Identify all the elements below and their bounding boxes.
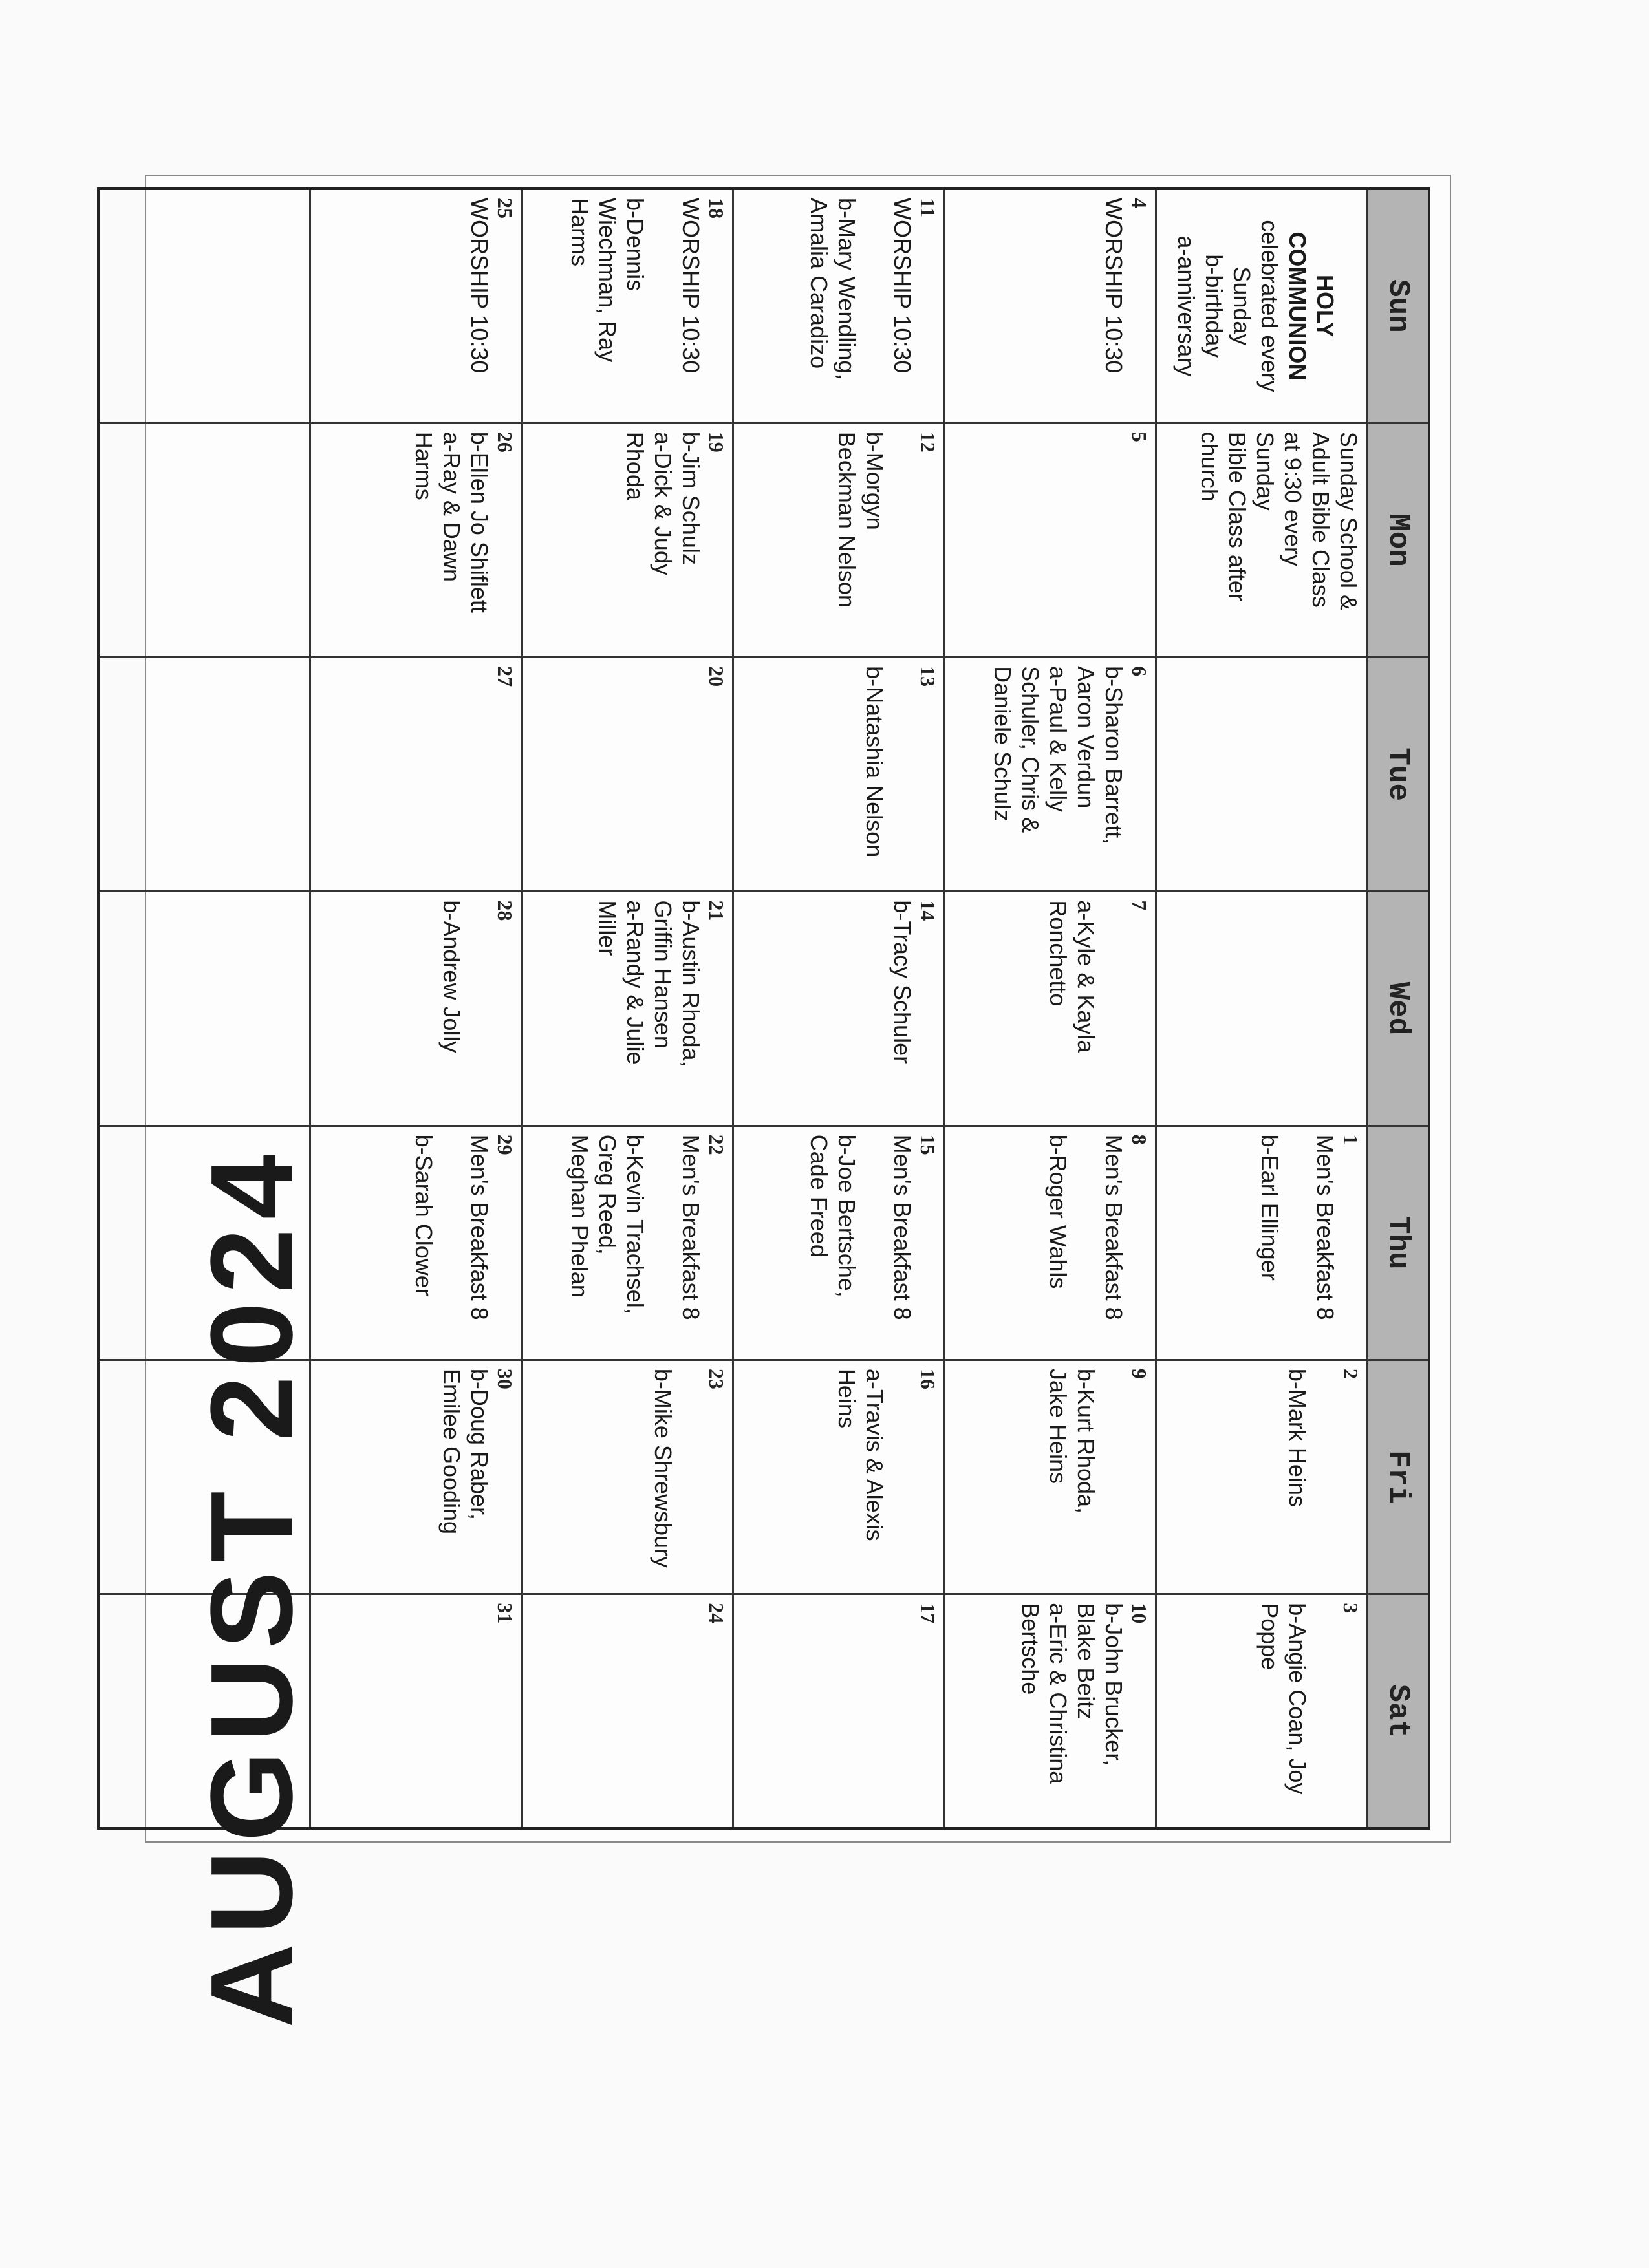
- day-cell: [1156, 423, 1368, 657]
- day-cell: [310, 892, 522, 1126]
- legend-note: celebrated every Sunday b-birthday a-anniversary: [1173, 220, 1283, 392]
- day-number: 28: [493, 900, 517, 921]
- day-number: 24: [705, 1603, 728, 1624]
- day-events: WORSHIP 10:30: [466, 198, 493, 374]
- day-cell: [733, 423, 945, 657]
- day-events: Men's Breakfast 8 b-Roger Wahls: [1045, 1134, 1127, 1320]
- day-cell: [733, 1360, 945, 1594]
- day-events: b-Mike Shrewsbury: [650, 1368, 676, 1568]
- day-events: a-Kyle & Kayla Ronchetto: [1045, 900, 1099, 1053]
- day-cell: [522, 1594, 733, 1828]
- day-cell: [98, 189, 310, 423]
- day-cell: [98, 423, 310, 657]
- day-cell: [733, 658, 945, 892]
- day-header-row: [1368, 189, 1430, 1828]
- day-number: 20: [705, 666, 728, 687]
- day-number: 8: [1128, 1134, 1151, 1145]
- calendar-sheet: [145, 175, 1451, 2028]
- day-events: b-Doug Raber, Emilee Gooding: [438, 1368, 493, 1535]
- day-events: WORSHIP 10:30 b-Dennis Wiechman, Ray Harms: [566, 198, 704, 374]
- day-number: 23: [705, 1368, 728, 1389]
- day-cell: [310, 658, 522, 892]
- day-events: b-Ellen Jo Shiflett a-Ray & Dawn Harms: [411, 431, 493, 613]
- day-cell: [1156, 189, 1368, 423]
- day-cell: [310, 1360, 522, 1594]
- day-events: Men's Breakfast 8 b-Sarah Clower: [411, 1134, 493, 1320]
- day-events: WORSHIP 10:30 b-Mary Wendling, Amalia Caradizo: [806, 198, 916, 380]
- day-cell: [733, 892, 945, 1126]
- day-cell: [945, 1126, 1156, 1360]
- day-header-thu: Thu: [1368, 1126, 1430, 1360]
- day-number: 14: [916, 900, 940, 921]
- day-number: 21: [705, 900, 728, 921]
- day-cell: [945, 189, 1156, 423]
- day-events: b-Natashia Nelson: [861, 666, 888, 858]
- day-number: 29: [493, 1134, 517, 1155]
- day-number: 16: [916, 1368, 940, 1389]
- week-row: [1156, 189, 1368, 1828]
- day-number: 22: [705, 1134, 728, 1155]
- day-cell: [522, 658, 733, 892]
- day-events: b-John Brucker, Blake Beitz a-Eric & Christina Bertsche: [1017, 1603, 1127, 1784]
- day-events: WORSHIP 10:30: [1101, 198, 1127, 374]
- day-number: 11: [916, 198, 940, 218]
- day-cell: [945, 658, 1156, 892]
- month-title: AUGUST 2024: [187, 1146, 317, 2028]
- day-cell: [310, 423, 522, 657]
- day-number: 6: [1128, 666, 1151, 677]
- day-number: 12: [916, 431, 940, 453]
- day-number: 4: [1128, 198, 1151, 208]
- day-number: 30: [493, 1368, 517, 1389]
- day-cell: [522, 189, 733, 423]
- day-events: a-Travis & Alexis Heins: [834, 1368, 888, 1541]
- day-events: b-Angie Coan, Joy Poppe: [1256, 1603, 1311, 1795]
- day-header-sun: Sun: [1368, 189, 1430, 423]
- week-row: [733, 189, 945, 1828]
- day-number: 7: [1128, 900, 1151, 911]
- holy-communion-heading: HOLY COMMUNION: [1284, 231, 1339, 381]
- day-number: 1: [1339, 1134, 1363, 1145]
- day-events: b-Tracy Schuler: [889, 900, 916, 1064]
- day-number: 27: [493, 666, 517, 687]
- day-header-fri: Fri: [1368, 1360, 1430, 1594]
- day-number: 3: [1339, 1603, 1363, 1614]
- week-row: [310, 189, 522, 1828]
- day-events: Men's Breakfast 8 b-Joe Bertsche, Cade Freed: [806, 1134, 916, 1320]
- day-number: 17: [916, 1603, 940, 1624]
- bible-class-note: Sunday School & Adult Bible Class at 9:30 every Sunday Bible Class after church: [1196, 431, 1362, 610]
- day-cell: [310, 1594, 522, 1828]
- day-events: b-Kurt Rhoda, Jake Heins: [1045, 1368, 1099, 1514]
- day-cell: [1156, 1360, 1368, 1594]
- day-header-mon: Mon: [1368, 423, 1430, 657]
- day-cell: [1156, 892, 1368, 1126]
- day-cell: [1156, 1594, 1368, 1828]
- day-cell: [522, 1360, 733, 1594]
- week-row: [945, 189, 1156, 1828]
- day-cell: [522, 423, 733, 657]
- day-events: b-Sharon Barrett, Aaron Verdun a-Paul & Kelly Schuler, Chris & Daniele Schulz: [989, 666, 1127, 845]
- day-events: b-Austin Rhoda, Griffin Hansen a-Randy & Julie Miller: [594, 900, 704, 1067]
- day-number: 25: [493, 198, 517, 219]
- day-cell: [945, 1594, 1156, 1828]
- day-number: 26: [493, 431, 517, 453]
- day-cell: [1156, 1126, 1368, 1360]
- day-cell: [733, 1126, 945, 1360]
- day-number: 18: [705, 198, 728, 219]
- day-number: 10: [1128, 1603, 1151, 1624]
- day-cell: [733, 1594, 945, 1828]
- day-cell: [98, 658, 310, 892]
- day-cell: [310, 189, 522, 423]
- day-header-wed: Wed: [1368, 892, 1430, 1126]
- day-events: b-Mark Heins: [1284, 1368, 1311, 1507]
- day-cell: [522, 1126, 733, 1360]
- day-number: 31: [493, 1603, 517, 1624]
- day-events: b-Jim Schulz a-Dick & Judy Rhoda: [622, 431, 704, 575]
- day-cell: [733, 189, 945, 423]
- day-number: 5: [1128, 431, 1151, 442]
- day-number: 2: [1339, 1368, 1363, 1379]
- day-header-tue: Tue: [1368, 658, 1430, 892]
- day-number: 15: [916, 1134, 940, 1155]
- day-number: 13: [916, 666, 940, 687]
- day-events: Men's Breakfast 8 b-Kevin Trachsel, Greg Reed, Meghan Phelan: [566, 1134, 704, 1320]
- week-row: [522, 189, 733, 1828]
- day-header-sat: Sat: [1368, 1594, 1430, 1828]
- day-cell: [945, 423, 1156, 657]
- day-events: Men's Breakfast 8 b-Earl Ellinger: [1256, 1134, 1339, 1320]
- day-cell: [945, 1360, 1156, 1594]
- day-cell: [1156, 658, 1368, 892]
- day-cell: [310, 1126, 522, 1360]
- day-number: 19: [705, 431, 728, 453]
- day-events: b-Morgyn Beckman Nelson: [834, 431, 888, 608]
- day-events: b-Andrew Jolly: [438, 900, 465, 1053]
- day-cell: [98, 892, 310, 1126]
- day-number: 9: [1128, 1368, 1151, 1379]
- day-cell: [945, 892, 1156, 1126]
- day-cell: [522, 892, 733, 1126]
